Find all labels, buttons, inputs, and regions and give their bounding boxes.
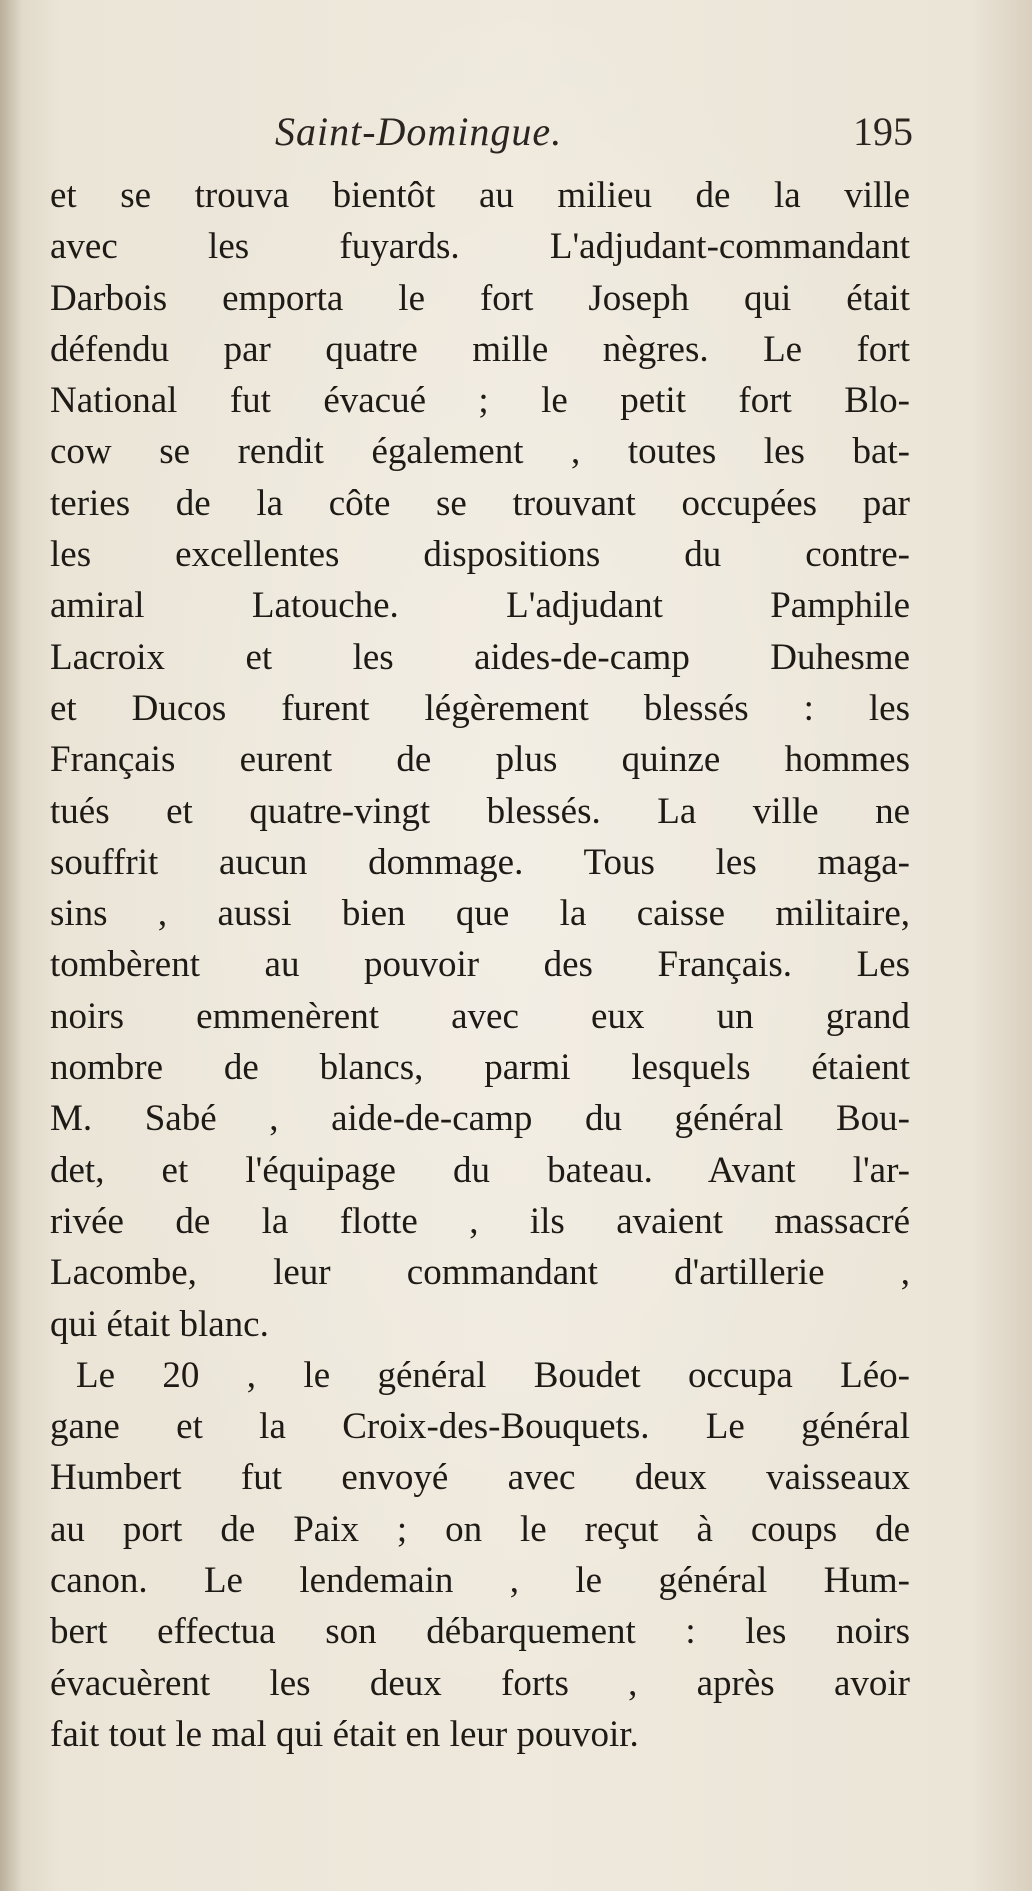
text-line: tués et quatre-vingt blessés. La ville ne (50, 790, 910, 832)
text-line: amiral Latouche. L'adjudant Pamphile (50, 585, 910, 627)
gutter-shadow (0, 0, 22, 1891)
text-line: défendu par quatre mille nègres. Le fort (50, 328, 910, 370)
paragraph-1 (50, 170, 910, 1350)
text-line: évacuèrent les deux forts , après avoir (50, 1662, 910, 1704)
text-line: rivée de la flotte , ils avaient massacré (50, 1200, 910, 1242)
text-line: au port de Paix ; on le reçut à coups de (50, 1508, 910, 1550)
text-line: Lacombe, leur commandant d'artillerie , (50, 1252, 910, 1294)
text-line: qui était blanc. (50, 1303, 269, 1345)
text-line: souffrit aucun dommage. Tous les maga- (50, 841, 910, 883)
text-line: det, et l'équipage du bateau. Avant l'ar- (50, 1149, 910, 1191)
text-line: Le 20 , le général Boudet occupa Léo- (76, 1354, 910, 1396)
text-line: sins , aussi bien que la caisse militaire, (50, 893, 910, 935)
text-line: M. Sabé , aide-de-camp du général Bou- (50, 1098, 910, 1140)
running-title: Saint-Domingue. (275, 109, 563, 154)
paragraph-2 (50, 1350, 910, 1760)
page-number: 195 (853, 109, 913, 154)
text-line: Humbert fut envoyé avec deux vaisseaux (50, 1457, 910, 1499)
text-line: nombre de blancs, parmi lesquels étaient (50, 1047, 910, 1089)
text-line: fait tout le mal qui était en leur pouvoir. (50, 1713, 639, 1755)
text-line: teries de la côte se trouvant occupées par (50, 482, 910, 524)
text-line: Français eurent de plus quinze hommes (50, 739, 910, 781)
text-line: Lacroix et les aides-de-camp Duhesme (50, 636, 910, 678)
text-line: National fut évacué ; le petit fort Blo- (50, 380, 910, 422)
text-line: canon. Le lendemain , le général Hum- (50, 1560, 910, 1602)
text-line: noirs emmenèrent avec eux un grand (50, 995, 910, 1037)
body-text (50, 170, 910, 1760)
text-line: bert effectua son débarquement : les noirs (50, 1611, 910, 1653)
text-line: et se trouva bientôt au milieu de la ville (50, 175, 910, 216)
text-line: gane et la Croix-des-Bouquets. Le général (50, 1406, 910, 1448)
text-line: et Ducos furent légèrement blessés : les (50, 687, 910, 729)
text-line: cow se rendit également , toutes les bat- (50, 431, 910, 473)
page-header (55, 108, 913, 158)
text-line: Darbois emporta le fort Joseph qui était (50, 277, 910, 319)
text-line: tombèrent au pouvoir des Français. Les (50, 944, 910, 986)
text-line: avec les fuyards. L'adjudant-commandant (50, 226, 910, 268)
text-line: les excellentes dispositions du contre- (50, 534, 910, 576)
